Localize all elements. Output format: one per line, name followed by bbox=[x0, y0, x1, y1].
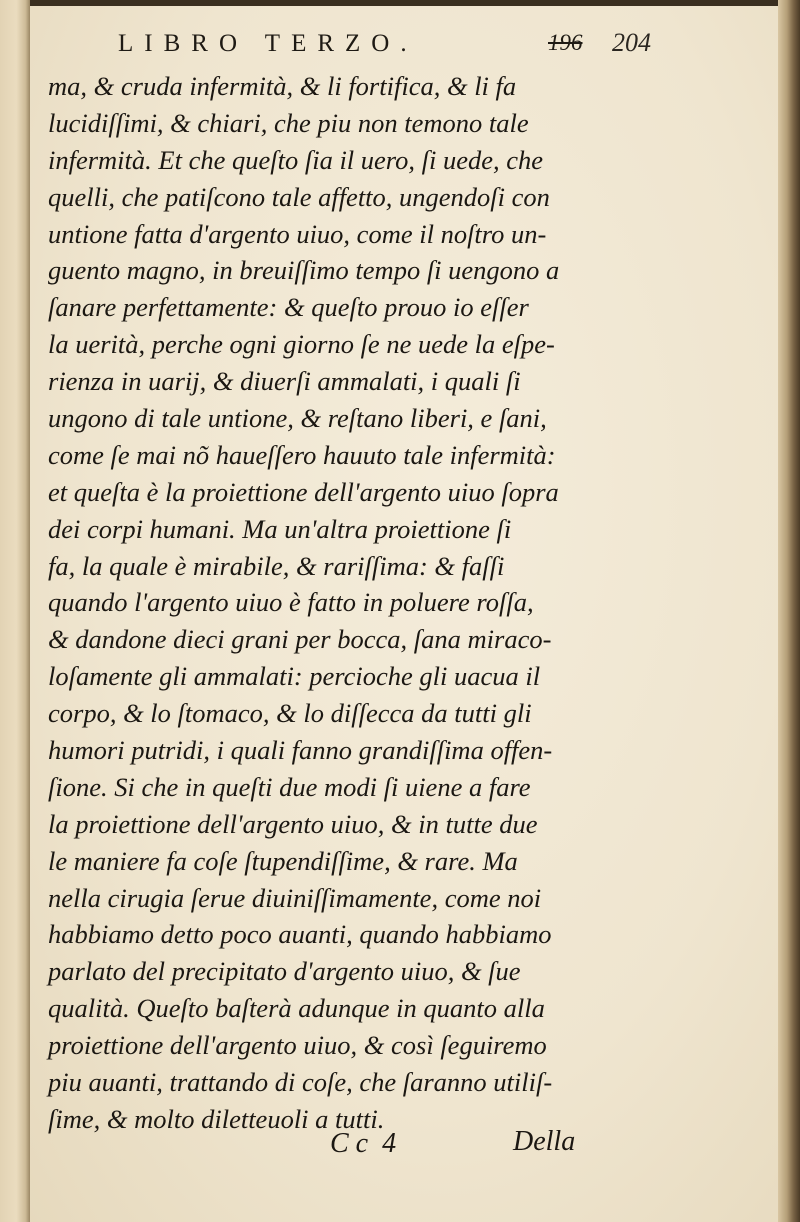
text-line: guento magno, in breuiſſimo tempo ſi uengono a bbox=[48, 255, 560, 286]
text-line: fa, la quale è mirabile, & rariſſima: & faſſi bbox=[48, 550, 505, 581]
text-line: habbiamo detto poco auanti, quando habbiamo bbox=[48, 919, 552, 950]
text-line: dei corpi humani. Ma un'altra proiettione ſi bbox=[48, 513, 512, 544]
catchword: Della bbox=[513, 1126, 576, 1157]
text-line: ſime, & molto diletteuoli a tutti. bbox=[48, 1103, 385, 1134]
text-line: piu auanti, trattando di coſe, che ſaranno utiliſ- bbox=[48, 1067, 553, 1098]
text-line: ſione. Si che in queſti due modi ſi uiene a fare bbox=[48, 771, 531, 802]
text-line: & dandone dieci grani per bocca, ſana miraco- bbox=[48, 624, 552, 655]
text-line: qualità. Queſto baſterà adunque in quanto alla bbox=[48, 993, 545, 1024]
text-line: et queſta è la proiettione dell'argento uiuo ſopra bbox=[48, 476, 559, 507]
text-line: ma, & cruda infermità, & li fortifica, & li fa bbox=[48, 71, 517, 101]
text-line: quando l'argento uiuo è fatto in poluere roſſa, bbox=[48, 587, 534, 618]
folio-handwritten-number: 204 bbox=[612, 28, 651, 57]
text-line: ungono di tale untione, & reſtano liberi, e ſani, bbox=[48, 403, 547, 434]
folio-struck-number: 196 bbox=[548, 30, 583, 55]
body-text bbox=[48, 68, 658, 1138]
text-line: nella cirugia ſerue diuiniſſimamente, come noi bbox=[48, 882, 542, 913]
text-line: lucidiſſimi, & chiari, che piu non temono tale bbox=[48, 107, 529, 138]
left-page-edge bbox=[0, 0, 30, 1222]
text-line: la uerità, perche ogni giorno ſe ne uede la eſpe- bbox=[48, 329, 555, 360]
text-line: infermità. Et che queſto ſia il uero, ſi uede, che bbox=[48, 144, 544, 175]
text-line: rienza in uarij, & diuerſi ammalati, i quali ſi bbox=[48, 366, 521, 397]
text-line: quelli, che patiſcono tale affetto, ungendoſi con bbox=[48, 181, 550, 212]
text-line: parlato del precipitato d'argento uiuo, & ſue bbox=[48, 956, 521, 987]
right-page-edge bbox=[778, 0, 800, 1222]
text-line: la proiettione dell'argento uiuo, & in tutte due bbox=[48, 808, 538, 839]
running-head: LIBRO TERZO. bbox=[118, 30, 418, 57]
text-line: corpo, & lo ſtomaco, & lo diſſecca da tutti gli bbox=[48, 698, 532, 729]
signature-mark: C c 4 bbox=[330, 1128, 397, 1159]
text-line: humori putridi, i quali fanno grandiſſima offen- bbox=[48, 735, 553, 766]
text-line: come ſe mai nõ haueſſero hauuto tale infermità: bbox=[48, 439, 556, 470]
text-line: le maniere fa coſe ſtupendiſſime, & rare. Ma bbox=[48, 845, 518, 876]
text-line: loſamente gli ammalati: percioche gli uacua il bbox=[48, 661, 541, 692]
text-line: untione fatta d'argento uiuo, come il noſtro un- bbox=[48, 218, 547, 249]
text-line: proiettione dell'argento uiuo, & così ſeguiremo bbox=[48, 1030, 547, 1061]
text-line: ſanare perfettamente: & queſto prouo io eſſer bbox=[48, 292, 529, 323]
